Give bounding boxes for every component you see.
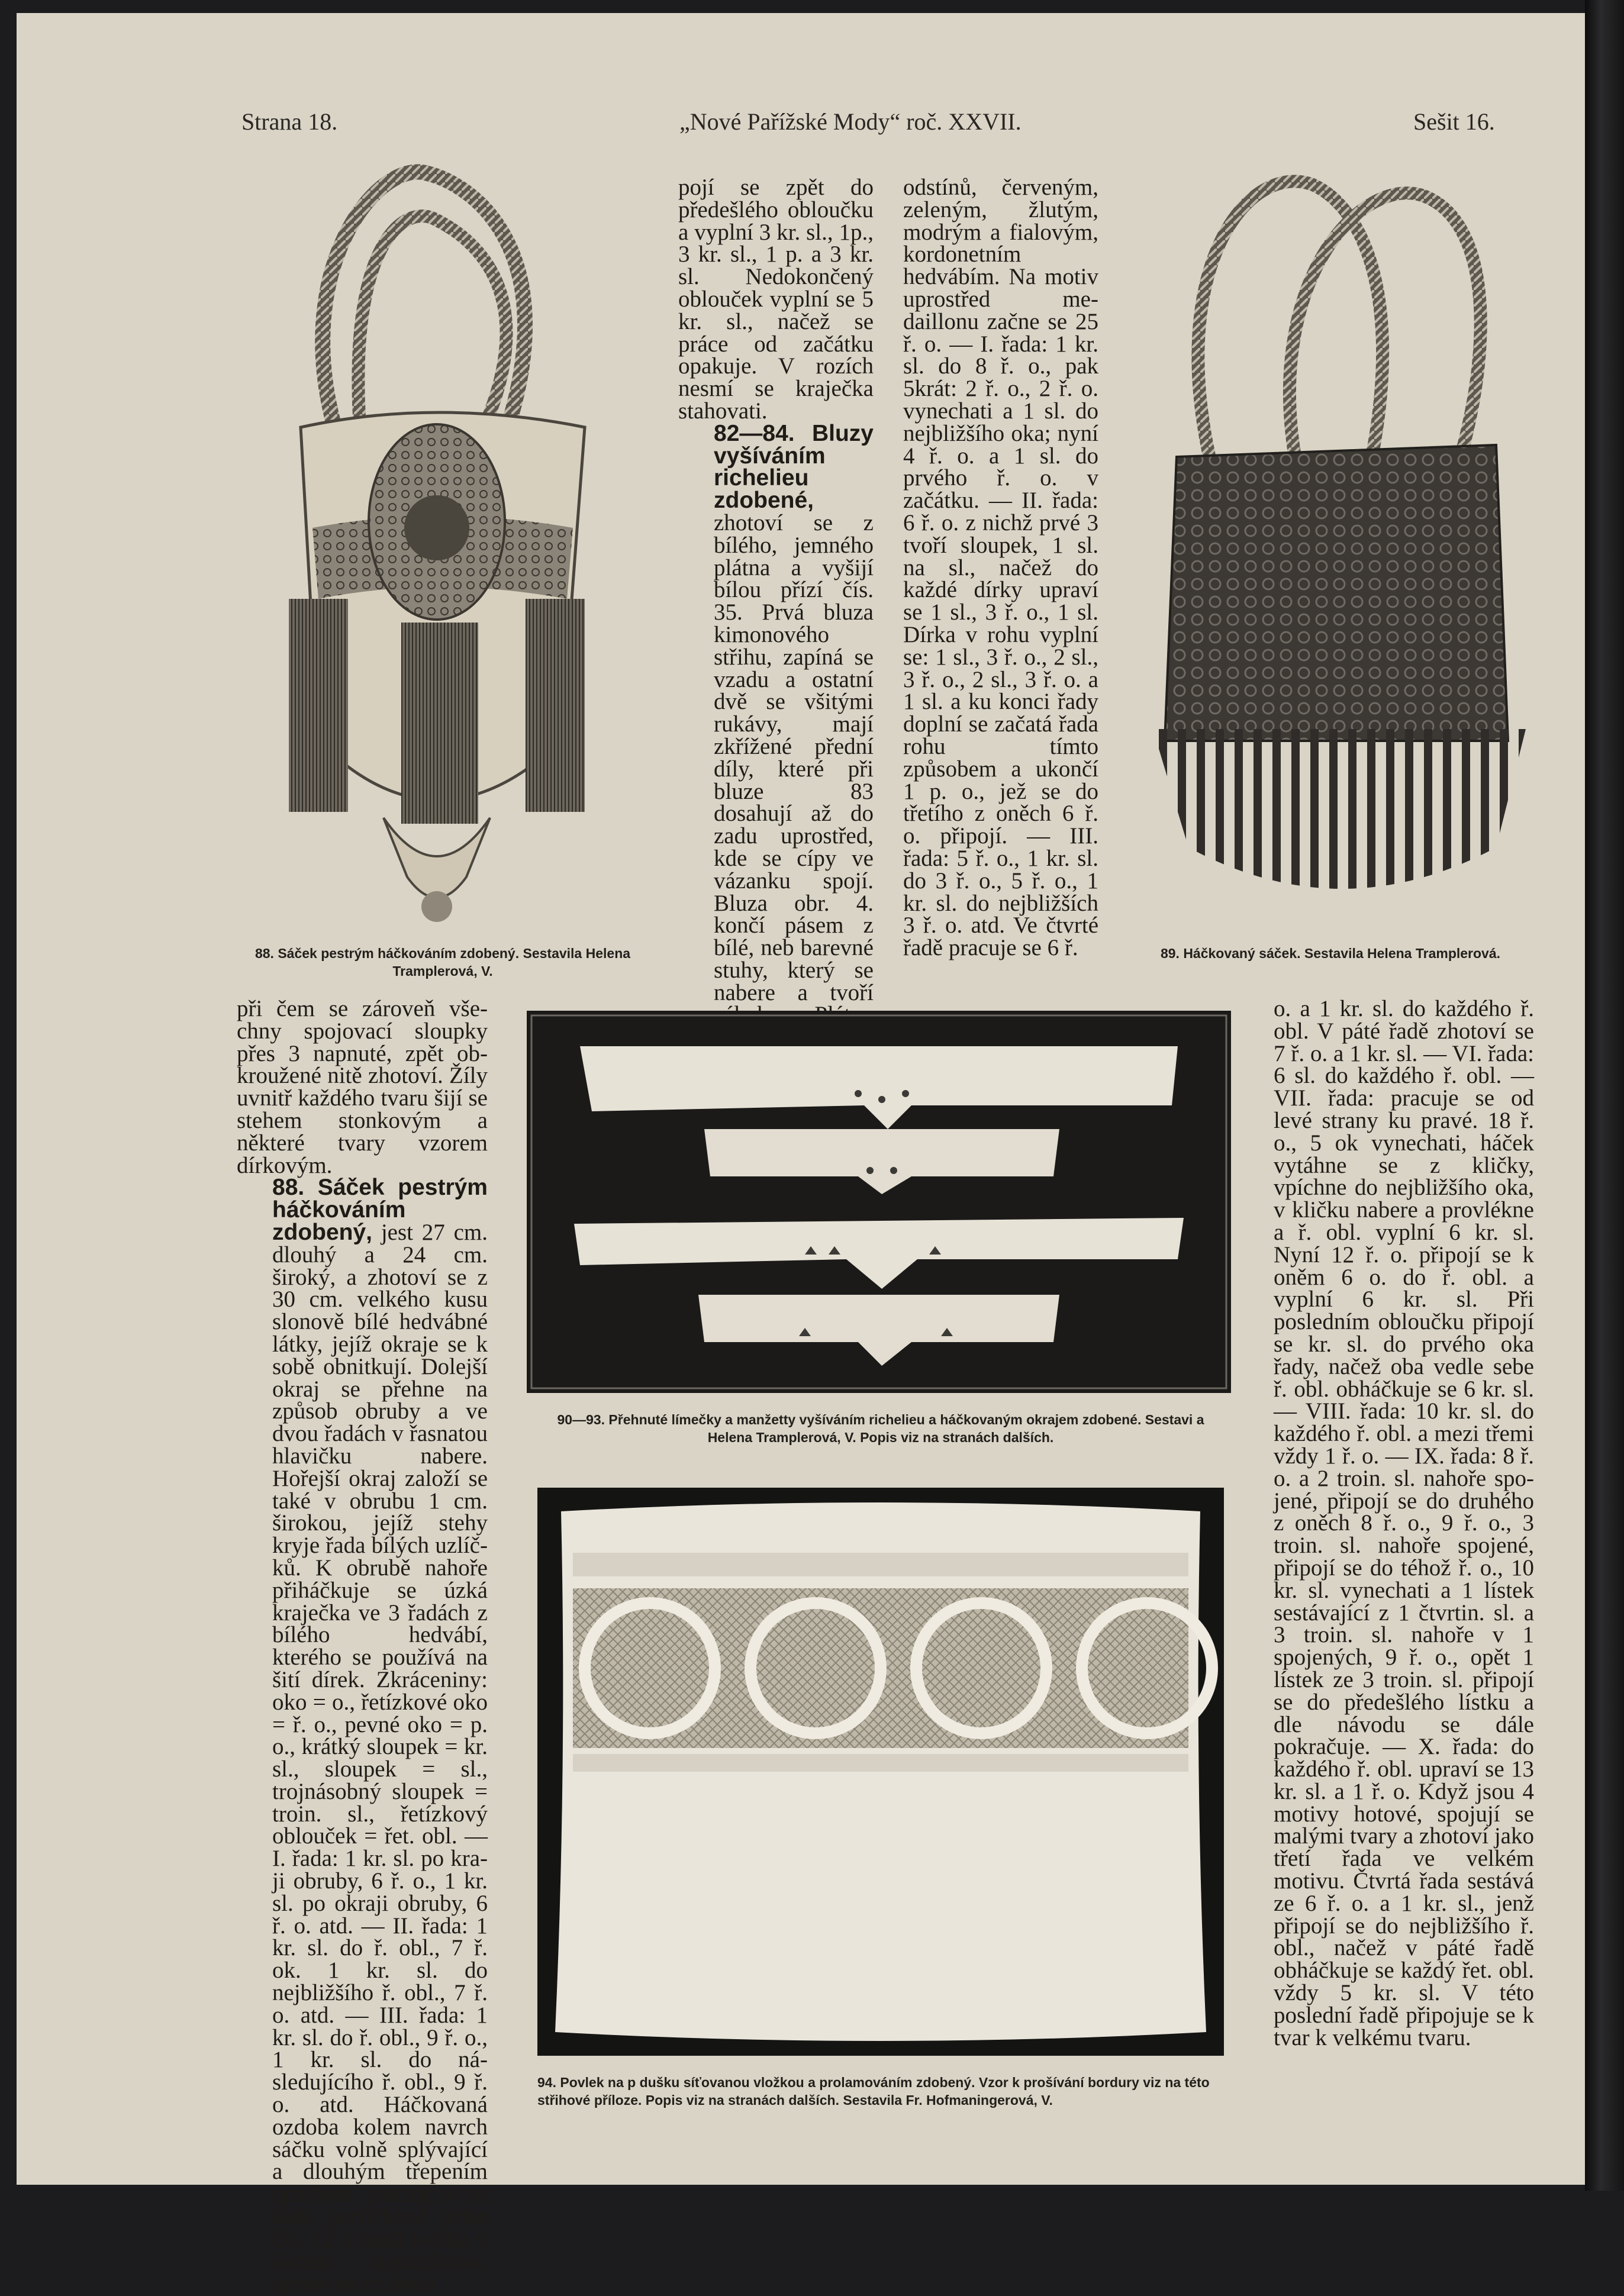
- issue-number: Sešit 16.: [1413, 108, 1495, 135]
- text-column-bottom-right: [1274, 998, 1534, 2122]
- paragraph-blouses: zhotoví se z bílého, jemného plátna a vyšijí bílou přízí čís. 35. Prvá bluza kimonového střihu, zapíná se vzadu a ostatní dvě se všitými rukávy, mají zkřížené přední díly, které při bluze 83 dosahují až do zadu uprostřed, kde se cípy ve vázanku spojí. Bluza obr. 4. končí pásem z bílé, neb barevné stuhy, který se nabere a tvoří: [714, 509, 874, 1005]
- paragraph-medallion-instructions: odstínů, červeným, zeleným, žlutým, modrým a fialovým, kordonetním hedvábím. Na motiv uprostřed medaillonu začne se 25 ř. o. — I. řada: 1 kr. sl. do 8 ř. o., pak 5krát: 2 ř. o., 2 ř. o. vynechati a 1 sl. do nejbližšího oka; nyní 4 ř. o. a 1 sl. do prvého ř. o. v začátku. — II. řada: 6 ř. o. z nichž prvé 3 tvoří sloupek, 1 sl. na sl., načež do každé dírky upraví se 1 sl., 3 ř. o., 1 sl. Dírka v rohu vyplní se: 1 sl., 3 ř. o., 2 sl., 3 ř. o., 2 sl., 3 ř. o. a 1 sl. a ku konci řady doplní se začatá řada rohu tímto způsobem a ukončí 1 p. o., jež se do třetího z oněch 6 ř. o. připojí. — III. řada: 5 ř. o., 1 kr. sl. do 3 ř. o., 5 ř. o., 1 kr. sl. do nejbližších 3 ř. o. atd. Ve čtvrté řadě pracuje se 6 ř.: [903, 175, 1098, 961]
- paragraph-bag-88: jest 27 cm. dlouhý a 24 cm. široký, a zhotoví se z 30 cm. velkého kusu slonově bílé hedvábné látky, jejíž okraje se k sobě obnitkují. Dolejší okraj se přehne na způsob obruby a ve dvou řadách v řasnatou hlavičku nabere. Hořejší okraj založí se také v obrubu 1 cm. širokou, jejíž stehy kryje řada bílých uzlíčků. K obrubě nahoře přiháčkuje se úzká kraječka ve 3 řadách z bílého hedvábí, kterého se používá na šití dírek. Zkráceniny: oko = o., řetízkové oko = ř. o., pevné oko = p. o., krátký sloupek = kr. sl., sloupek = sl., trojnásobný sloupek = troin. sl., řetízkový oblouček = řet. obl. — I. řada: 1 kr. sl. po kraji obruby, 6 ř. o., 1 kr. sl. po okraji obruby, 6 ř. o. atd. — II. řada: 1 kr. sl. do ř. obl., 7 ř. ok. 1 kr. sl. do nejbližšího ř. obl., 7 ř. o. atd. — III. řada: 1 kr. sl. do ř. obl., 9 ř. o., 1 kr. sl. do následujícího ř. obl., 9 ř. o. atd. Háčkovaná ozdoba kolem navrch sáčku volně splývající a dlouhým třepením opatřená, pracuje se ze šedé perličkové příze čís. 12 a malá kvítka v šedém medaillonku upraví se ze dvou: [272, 1219, 488, 2296]
- figure-90-93-collars-photo: [527, 1011, 1231, 1393]
- paragraph-crochet-rows: o. a 1 kr. sl. do každého ř. obl. V páté řadě zhotoví se 7 ř. o. a 1 kr. sl. — VI. řada: 6 sl. do každého ř. obl. — VII. řada: pracuje se od levé strany ku pravé. 18 ř. o., 5 ok vynechati, háček vytáhne se z kličky, vpíchne do nejbližšího oka, v kličku nabere a provlékne a ř. obl. vyplní 6 kr. sl. Nyní 12 ř. o. připojí se k oněm 6 o. do ř. obl. a vyplní 6 kr. sl. Při posledním obloučku připojí se kr. sl. do prvého oka řady, načež oba vedle sebe ř. obl. obháčkuje se 6 kr. sl. — VIII. řada: 10 kr. sl. do každého ř. obl. a mezi třemi vždy 1 ř. o. — IX. řada: 8 ř. o. a 2 troin. sl. nahoře spojené, připojí se do druhého z oněch 8 ř. o., 9 ř. o., 3 troin. sl. nahoře spojené, připojí se do téhož ř. o., 10 kr. sl. vynechati a 1 lístek sestávající z 1 čtvrtin. sl. a 3 troin. sl. nahoře v 1 spojených, 9 ř. o., opět 1 lístek ze 3 troin. sl. připojí se do předešlého lístku a dle návodu se dále pokračuje. — X. řada: do každého ř. obl. upraví se 13 kr. sl. a 1 ř. o. Když jsou 4 motivy hotové, spojují se malými tvary a zhotoví jako třetí řada ve velkém motivu. Čtvrtá řada sestává ze 6 ř. o. a 1 kr. sl., jenž připojí se do nejbližšího ř. obl., načež v páté řadě obháčkuje se každý řet. obl. vždy 5 kr. sl. V této poslední řadě připojuje se k tvar k velkému tvaru.: [1274, 996, 1534, 2050]
- paragraph-stitching: při čem se zároveň všechny spojovací sloupky přes 3 napnuté, zpět obkroužené nitě zhotoví. Žíly uvnitř každého tvaru šijí se stehem stonkovým a některé tvary vzorem dírkovým.: [237, 996, 488, 1178]
- figure-88-bag-illustration: [230, 149, 644, 942]
- paragraph-crochet-continued: pojí se zpět do předešlého obloučku a vyplní 3 kr. sl., 1p., 3 kr. sl., 1 p. a 3 kr. sl. Nedokončený oblouček vyplní se 5 kr. sl., načež se práce od začátku opakuje. V rozích nesmí se kraječka stahovati.: [678, 175, 874, 424]
- magazine-page: [17, 13, 1585, 2296]
- section-heading-82-84: 82—84. Bluzy vyšíváním richelieu zdobené,: [714, 420, 874, 514]
- figure-88-caption: 88. Sáček pestrým háčkováním zdobený. Sestavila Helena Tramplerová, V.: [254, 946, 631, 979]
- figure-90-93-caption: 90—93. Přehnuté límečky a manžetty vyšíváním richelieu a háčkovaným okrajem zdobené. Sestavi a Helena Tramplerová, V. Popis viz na stranách dalších.: [557, 1412, 1204, 1445]
- text-column-top-right: [903, 176, 1098, 981]
- text-column-top-middle: [678, 175, 874, 1005]
- page-header: [17, 84, 1585, 135]
- figure-94-caption: 94. Povlek na p dušku síťovanou vložkou a prolamováním zdobený. Vzor k prošívání bordury viz na této střihové příloze. Popis viz na stranách dalších. Sestavila Fr. Hofmaningerová, V.: [537, 2075, 1210, 2108]
- figure-89-crocheted-bag-illustration: [1117, 149, 1544, 924]
- publication-title: „Nové Pařížské Mody“ roč. XXVII.: [679, 108, 1022, 135]
- figure-94-pillow-photo: [537, 1488, 1224, 2056]
- binding-edge: [1585, 0, 1624, 2191]
- page-number: Strana 18.: [241, 108, 338, 135]
- section-heading-88: 88. Sáček pestrým háčkováním zdobený,: [272, 1175, 488, 1245]
- figure-89-caption: 89. Háčkovaný sáček. Sestavila Helena Tramplerová.: [1160, 946, 1501, 961]
- text-column-bottom-left: [237, 996, 488, 2296]
